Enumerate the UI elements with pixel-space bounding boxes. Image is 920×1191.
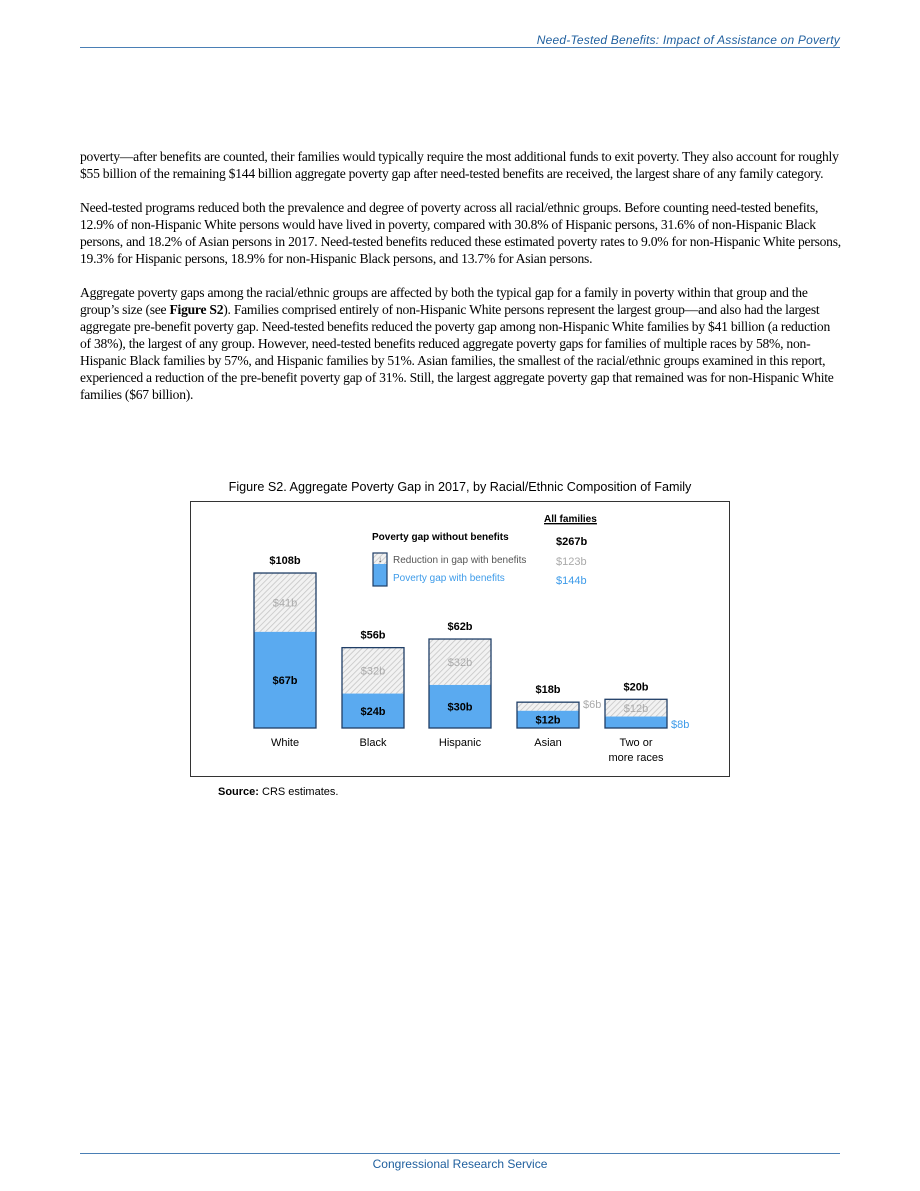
- category-label-white: White: [270, 737, 300, 749]
- total-label-hispanic: $62b: [447, 621, 473, 634]
- chart-svg: [191, 502, 729, 776]
- category-label-black: Black: [359, 737, 387, 749]
- paragraph-2: Need-tested programs reduced both the prevalence and degree of poverty across all racial/ethnic groups. Before counting need-tested benefits, 12.9% of non-Hispanic White persons would have lived in poverty, compared with 30.8% of Hispanic persons, 31.6% of non-Hispanic Black persons, and 18.2% of Asian persons in 2017. Need-tested benefits reduced these estimated poverty rates to 9.0% for non-Hispanic White persons, 19.3% for Hispanic persons, 18.9% for non-Hispanic Black persons, and 13.7% for Asian persons.: [80, 200, 841, 266]
- reduction-label-white: $41b: [272, 597, 298, 610]
- bar-with-benefits-two-or-more-races: [605, 717, 667, 728]
- footer: Congressional Research Service: [372, 1157, 548, 1171]
- reduction-label-asian: $6b: [583, 699, 602, 712]
- category-label-two-or-more-races: Two or: [619, 737, 653, 749]
- with-benefits-label-asian: $12b: [535, 714, 561, 727]
- all-families-with-benefits: $144b: [556, 575, 587, 587]
- footer-rule: [80, 1153, 840, 1154]
- legend-swatch-with-benefits: [373, 564, 387, 586]
- running-header: Need-Tested Benefits: Impact of Assistance on Poverty: [536, 33, 840, 47]
- with-benefits-label-hispanic: $30b: [447, 701, 473, 714]
- bar-reduction-asian: [517, 702, 579, 711]
- category-label-two-or-more-races-1: more races: [608, 752, 664, 764]
- paragraph-3-before: Aggregate poverty gaps among the racial/ethnic groups are affected by both the typical gap for a family in poverty within that group and the group’s size (see: [80, 285, 808, 317]
- source-text: CRS estimates.: [258, 786, 339, 798]
- body-text: [80, 148, 842, 420]
- reduction-label-hispanic: $32b: [447, 656, 473, 669]
- total-label-two-or-more-races: $20b: [623, 681, 649, 694]
- total-label-white: $108b: [269, 555, 301, 568]
- with-benefits-label-two-or-more-races: $8b: [671, 719, 690, 731]
- figure-source: [218, 786, 338, 798]
- with-benefits-label-white: $67b: [272, 674, 298, 687]
- paragraph-1: poverty—after benefits are counted, their families would typically require the most additional funds to exit poverty. They also account for roughly $55 billion of the remaining $144 billion aggregate poverty gap after need-tested benefits are received, the largest share of any family category.: [80, 149, 839, 181]
- paragraph-3: [80, 284, 842, 403]
- total-label-black: $56b: [360, 629, 386, 642]
- figure-reference-link[interactable]: Figure S2: [169, 302, 224, 317]
- figure-title: Figure S2. Aggregate Poverty Gap in 2017, by Racial/Ethnic Composition of Family: [228, 480, 692, 494]
- legend-reduction-label: Reduction in gap with benefits: [393, 555, 527, 566]
- reduction-label-black: $32b: [360, 665, 386, 678]
- all-families-reduction: $123b: [556, 556, 587, 568]
- figure-chart: [190, 501, 730, 777]
- all-families-title: All families: [544, 514, 597, 525]
- reduction-label-two-or-more-races: $12b: [623, 702, 649, 715]
- category-label-hispanic: Hispanic: [438, 737, 482, 749]
- header-rule: [80, 47, 840, 48]
- paragraph-3-after: ). Families comprised entirely of non-Hispanic White persons represent the largest group—and also had the largest aggregate pre-benefit poverty gap. Need-tested benefits reduced the poverty gap among non-Hispanic White families by $41 billion (a reduction of 38%), the largest of any group. However, need-tested benefits reduced aggregate poverty gaps for families of multiple races by 58%, non-Hispanic Black families by 57%, and Hispanic families by 51%. Asian families, the smallest of the racial/ethnic groups examined in this report, experienced a reduction of the pre-benefit poverty gap of 31%. Still, the largest aggregate poverty gap that remained was for non-Hispanic White families ($67 billion).: [80, 302, 834, 402]
- legend-with-benefits-label: Poverty gap with benefits: [393, 573, 505, 584]
- legend-title: Poverty gap without benefits: [372, 532, 509, 543]
- all-families-total: $267b: [556, 536, 588, 548]
- with-benefits-label-black: $24b: [360, 705, 386, 718]
- category-label-asian: Asian: [534, 737, 562, 749]
- source-label: Source:: [218, 786, 259, 798]
- total-label-asian: $18b: [535, 684, 561, 697]
- legend-arrow-icon: ↓: [378, 555, 382, 564]
